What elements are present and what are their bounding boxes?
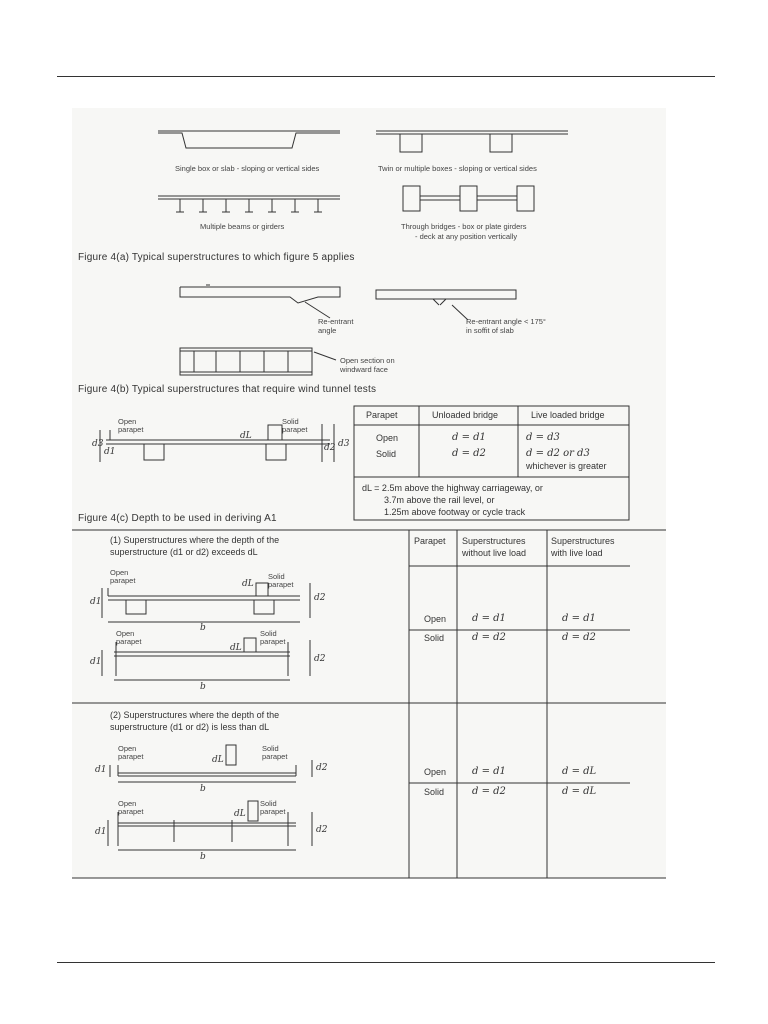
case2-dim-b: b (200, 784, 206, 794)
case2-box-drawing (110, 745, 312, 782)
table-4d-header-without-2: without live load (462, 548, 527, 558)
case1b-dim-d2: d2 (314, 654, 326, 664)
through-bridge-drawing (403, 186, 534, 211)
case1b-solid-parapet-2: parapet (260, 637, 286, 646)
case2-dim-d2: d2 (316, 763, 328, 773)
figure-4b-caption: Figure 4(b) Typical superstructures that require wind tunnel tests (78, 384, 377, 395)
open-section-drawing (180, 348, 336, 375)
case2-title-2: superstructure (d1 or d2) is less than dL (110, 722, 270, 732)
case2-row-open-without: d = d1 (472, 766, 506, 777)
case1b-open-parapet-2: parapet (116, 637, 142, 646)
dim-d2-right: d2 (324, 443, 336, 453)
reentrant-175-label-2: in soffit of slab (466, 326, 514, 335)
reentrant-angle-drawing (180, 285, 340, 318)
table-4c-row-solid-unloaded: d = d2 (452, 448, 486, 459)
case2-title-1: (2) Superstructures where the depth of the (110, 710, 280, 720)
table-4c-row-open-live: d = d3 (526, 432, 560, 443)
case2b-open-parapet-2: parapet (118, 807, 144, 816)
case1-row-solid-with: d = d2 (562, 632, 596, 643)
table-4c-note-1: dL = 2.5m above the highway carriageway, or (362, 483, 543, 493)
case2b-open-parapet-1: Open (118, 799, 137, 808)
case2-dim-dL: dL (212, 755, 224, 765)
soffit-reentrant-drawing (376, 290, 516, 320)
case1-row-solid-without: d = d2 (472, 632, 506, 643)
case2-dim-d1: d1 (95, 765, 107, 775)
case2-row-solid-without: d = d2 (472, 786, 506, 797)
case2-row-open-with: d = dL (562, 766, 597, 777)
case2-row-open-parapet: Open (424, 767, 447, 777)
dim-d3-right: d3 (338, 439, 350, 449)
solid-parapet-label-2: parapet (282, 425, 308, 434)
case2b-solid-parapet-1: Solid (260, 799, 277, 808)
twin-box-label: Twin or multiple boxes - sloping or vertical sides (378, 164, 537, 173)
case1-dim-dL: dL (242, 579, 254, 589)
case1-dim-d2: d2 (314, 593, 326, 603)
case1-row-solid-parapet: Solid (424, 633, 445, 643)
through-bridge-label-1: Through bridges - box or plate girders (401, 222, 527, 231)
case1b-open-parapet-1: Open (116, 629, 135, 638)
multiple-beams-drawing (158, 196, 340, 212)
case1-row-open-without: d = d1 (472, 613, 506, 624)
table-4c-header-live: Live loaded bridge (531, 410, 605, 420)
case1b-dim-b: b (200, 682, 206, 692)
table-4c-row-solid-live: d = d2 or d3 (526, 448, 590, 459)
case1-open-parapet-1: Open (110, 568, 129, 577)
reentrant-label-1: Re-entrant (318, 317, 354, 326)
reentrant-175-label-1: Re-entrant angle < 175° (466, 317, 546, 326)
case2-solid-parapet-1: Solid (262, 744, 279, 753)
case2b-dim-d1: d1 (95, 827, 107, 837)
case1-solid-parapet-1: Solid (268, 572, 285, 581)
open-section-label-1: Open section on (340, 356, 395, 365)
twin-box-section-drawing (376, 131, 568, 152)
case2b-dim-d2: d2 (316, 825, 328, 835)
case2b-dim-dL: dL (234, 809, 246, 819)
case1-open-parapet-2: parapet (110, 576, 136, 585)
single-box-section-drawing (158, 131, 340, 148)
reentrant-label-2: angle (318, 326, 337, 335)
case1b-dim-dL: dL (230, 643, 242, 653)
table-4c-row-solid-parapet: Solid (376, 449, 397, 459)
solid-parapet-label-1: Solid (282, 417, 299, 426)
through-bridge-label-2: - deck at any position vertically (415, 232, 518, 241)
table-4c-header-unloaded: Unloaded bridge (432, 410, 499, 420)
open-parapet-label-1: Open (118, 417, 137, 426)
case2-open-parapet-2: parapet (118, 752, 144, 761)
table-4c-note-2: 3.7m above the rail level, or (384, 495, 495, 505)
table-4c-row-open-parapet: Open (376, 433, 399, 443)
case1-dim-d1: d1 (90, 597, 102, 607)
dim-dL: dL (240, 431, 252, 441)
case2b-dim-b: b (200, 852, 206, 862)
dim-d1-left: d1 (104, 447, 116, 457)
case1b-dim-d1: d1 (90, 657, 102, 667)
dim-d3-left: d3 (92, 439, 104, 449)
single-box-label: Single box or slab - sloping or vertical sides (175, 164, 320, 173)
multiple-beams-label: Multiple beams or girders (200, 222, 285, 231)
case1b-solid-parapet-1: Solid (260, 629, 277, 638)
case2b-solid-parapet-2: parapet (260, 807, 286, 816)
case2-row-solid-parapet: Solid (424, 787, 445, 797)
case1-row-open-parapet: Open (424, 614, 447, 624)
case1-dim-b: b (200, 623, 206, 633)
table-4d-header-parapet: Parapet (414, 536, 446, 546)
table-4c-live-note: whichever is greater (526, 461, 607, 471)
table-4d-header-with-1: Superstructures (551, 536, 615, 546)
table-4c-header-parapet: Parapet (366, 410, 398, 420)
case1-title-1: (1) Superstructures where the depth of the (110, 535, 280, 545)
table-4d-header-with-2: with live load (551, 548, 603, 558)
open-section-label-2: windward face (340, 365, 388, 374)
table-4c-note-3: 1.25m above footway or cycle track (384, 507, 526, 517)
case1-solid-parapet-2: parapet (268, 580, 294, 589)
open-parapet-label-2: parapet (118, 425, 144, 434)
case2-row-solid-with: d = dL (562, 786, 597, 797)
case1-row-open-with: d = d1 (562, 613, 596, 624)
figure-4c-caption: Figure 4(c) Depth to be used in deriving A1 (78, 513, 277, 524)
table-4c-row-open-unloaded: d = d1 (452, 432, 486, 443)
case2-solid-parapet-2: parapet (262, 752, 288, 761)
case1-title-2: superstructure (d1 or d2) exceeds dL (110, 547, 258, 557)
case2-open-parapet-1: Open (118, 744, 137, 753)
figure-4a-caption: Figure 4(a) Typical superstructures to which figure 5 applies (78, 252, 355, 263)
table-4d-header-without-1: Superstructures (462, 536, 526, 546)
